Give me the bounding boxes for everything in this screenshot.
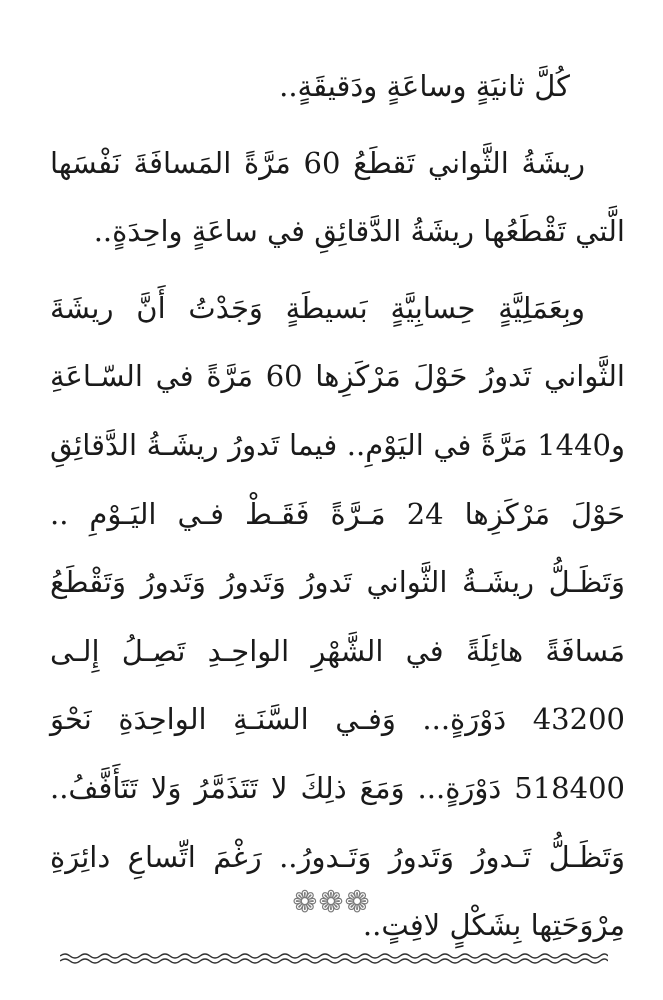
- section-separator: ❁❁❁: [292, 885, 371, 920]
- paragraph-3: وبِعَمَلِيَّةٍ حِسابِيَّةٍ بَسيطَةٍ وَجَدْتُ أَنَّ ريشَةَ الثَّواني تَدورُ حَوْلَ مَرْكَزِها 60 مَرَّةً في السّـاعَةِ و1440 مَرَّةً في اليَوْمِ.. فيما تَدورُ ريشَـةُ الدَّقائِقِ حَوْلَ مَرْكَزِها 24 مَـرَّةً فَقَـطْ فـي اليَـوْمِ .. وَتَظَـلُّ ريشَـةُ الثَّواني تَدورُ وَتَدورُ وَتَدورُ وَتَقْطَعُ مَسافَةً هائِلَةً في الشَّهْرِ الواحِـدِ تَصِـلُ إِلـى 43200 دَوْرَةٍ... وَفـي السَّنَـةِ الواحِدَةِ نَحْوَ 518400 دَوْرَةٍ... وَمَعَ ذلِكَ لا تَتَذَمَّرُ وَلا تَتَأَفَّفُ.. وَتَظَـلُّ تَـدورُ وَتَدورُ وَتَـدورُ.. رَغْمَ اتِّساعِ دائِرَةِ مِرْوَحَتِها بِشَكْلٍ لافِتٍ..: [50, 290, 626, 943]
- wavy-line-bottom: [60, 959, 608, 963]
- wavy-rule-divider: [60, 950, 608, 966]
- body-text: [50, 52, 625, 960]
- paragraph-1: كُلَّ ثانيَةٍ وساعَةٍ ودَقيقَةٍ..: [279, 69, 570, 103]
- paragraph-2: ريشَةُ الثَّواني تَقطَعُ 60 مَرَّةً المَسافَةَ نَفْسَها الَّتي تَقْطَعُها ريشَةُ الدَّقائِقِ في ساعَةٍ واحِدَةٍ..: [50, 145, 625, 249]
- wavy-line-top: [60, 954, 608, 958]
